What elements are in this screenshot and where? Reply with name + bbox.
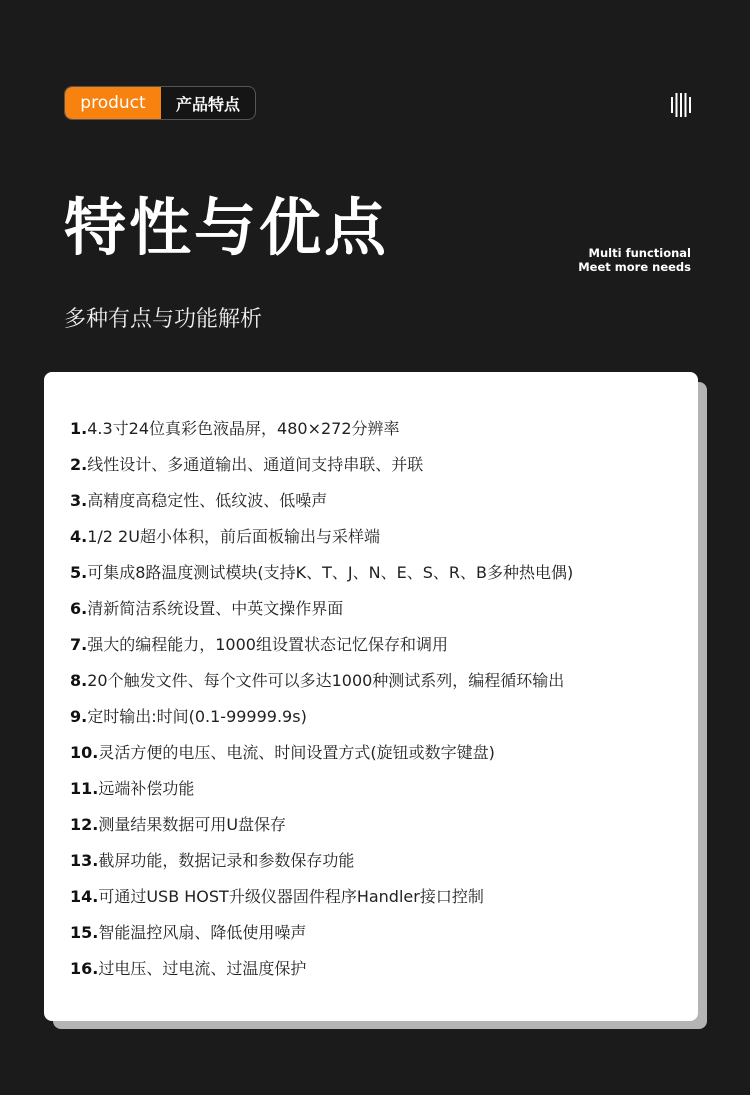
feature-text: 20个触发文件、每个文件可以多达1000种测试系列，编程循环输出 (87, 671, 565, 690)
feature-number: 6. (70, 599, 88, 618)
feature-number: 2. (70, 455, 88, 474)
page-title: 特性与优点 (64, 191, 390, 264)
feature-item (70, 558, 688, 594)
feature-number: 12. (70, 815, 99, 834)
feature-item (70, 954, 688, 990)
features-card (44, 372, 698, 1021)
page-subtitle: 多种有点与功能解析 (64, 307, 263, 332)
vertical-bars-icon (671, 93, 691, 117)
feature-item (70, 882, 688, 918)
feature-number: 10. (70, 743, 99, 762)
feature-text: 智能温控风扇、降低使用噪声 (98, 923, 307, 942)
feature-number: 1. (70, 419, 88, 438)
feature-item (70, 846, 688, 882)
features-list (70, 414, 688, 990)
feature-text: 截屏功能，数据记录和参数保存功能 (98, 851, 355, 870)
feature-text: 清新简洁系统设置、中英文操作界面 (87, 599, 344, 618)
slogan-line-2: Meet more needs (578, 260, 691, 274)
feature-text: 高精度高稳定性、低纹波、低噪声 (87, 491, 328, 510)
feature-number: 5. (70, 563, 88, 582)
feature-number: 15. (70, 923, 99, 942)
feature-number: 3. (70, 491, 88, 510)
slogan (578, 246, 691, 274)
feature-text: 4.3寸24位真彩色液晶屏，480×272分辨率 (87, 419, 400, 438)
feature-number: 8. (70, 671, 88, 690)
feature-item (70, 918, 688, 954)
feature-text: 线性设计、多通道输出、通道间支持串联、并联 (87, 455, 424, 474)
feature-number: 9. (70, 707, 88, 726)
feature-item (70, 594, 688, 630)
feature-text: 1/2 2U超小体积，前后面板输出与采样端 (87, 527, 380, 546)
feature-text: 灵活方便的电压、电流、时间设置方式(旋钮或数字键盘) (98, 743, 495, 762)
section-tag-english: product (65, 87, 161, 119)
feature-text: 强大的编程能力，1000组设置状态记忆保存和调用 (87, 635, 448, 654)
feature-item (70, 702, 688, 738)
feature-item (70, 486, 688, 522)
feature-text: 测量结果数据可用U盘保存 (98, 815, 287, 834)
feature-number: 13. (70, 851, 99, 870)
feature-number: 14. (70, 887, 99, 906)
feature-number: 11. (70, 779, 99, 798)
feature-item (70, 666, 688, 702)
feature-item (70, 414, 688, 450)
feature-item (70, 738, 688, 774)
feature-text: 可通过USB HOST升级仪器固件程序Handler接口控制 (98, 887, 484, 906)
section-tag (64, 86, 256, 120)
feature-text: 过电压、过电流、过温度保护 (98, 959, 307, 978)
feature-number: 4. (70, 527, 88, 546)
feature-item (70, 774, 688, 810)
feature-text: 远端补偿功能 (98, 779, 195, 798)
feature-text: 可集成8路温度测试模块(支持K、T、J、N、E、S、R、B多种热电偶) (87, 563, 574, 582)
feature-item (70, 810, 688, 846)
feature-number: 16. (70, 959, 99, 978)
section-tag-chinese: 产品特点 (175, 94, 240, 114)
feature-item (70, 450, 688, 486)
slogan-line-1: Multi functional (588, 246, 691, 260)
feature-text: 定时输出:时间(0.1-99999.9s) (87, 707, 307, 726)
feature-item (70, 630, 688, 666)
feature-number: 7. (70, 635, 88, 654)
feature-item (70, 522, 688, 558)
